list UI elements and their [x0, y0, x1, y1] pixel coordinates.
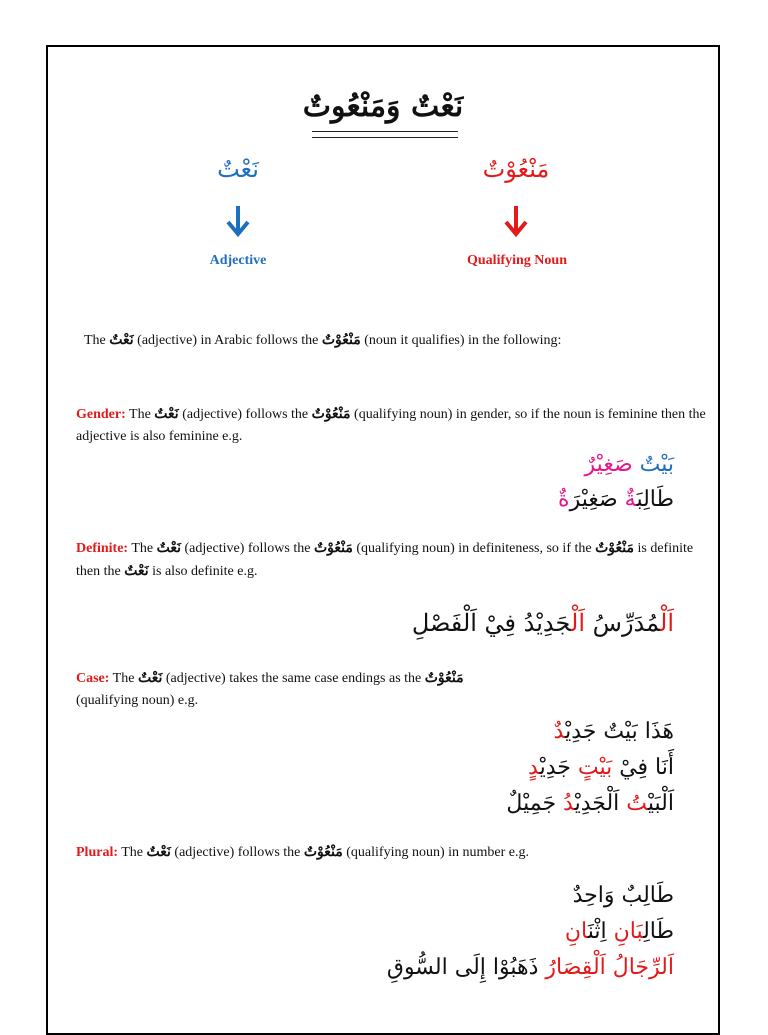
down-arrow-icon-red	[496, 202, 536, 242]
gender-paragraph: Gender: The نَعْتٌ (adjective) follows the مَنْعُوْتٌ (qualifying noun) in gender, so if the noun is feminine then the adjective is also feminine e.g.	[76, 406, 706, 444]
intro-paragraph: The نَعْتٌ (adjective) in Arabic follows the مَنْعُوْتٌ (noun it qualifies) in the following:	[84, 332, 562, 348]
definite-example: اَلْمُدَرِّسُ اَلْجَدِيْدُ فِيْ اَلْفَصْلِ	[411, 609, 674, 637]
plural-example-3: اَلرِّجَالُ اَلْقِصَارُ ذَهَبُوْا إِلَى السُّوقِ	[386, 955, 674, 980]
page-title: نَعْتٌ وَمَنْعُوتٌ	[302, 89, 464, 124]
case-example-1: هَذَا بَيْتٌ جَدِيْدٌ	[553, 719, 674, 744]
column-head-qualifying-noun: مَنْعُوْتٌ	[482, 155, 550, 183]
case-example-3: اَلْبَيْتُ اَلْجَدِيْدُ جَمِيْلٌ	[506, 791, 674, 816]
column-head-adjective: نَعْتٌ	[217, 155, 259, 183]
plural-example-1: طَالِبٌ وَاحِدٌ	[572, 883, 674, 908]
down-arrow-icon-blue	[218, 202, 258, 242]
gender-example-2: طَالِبَةٌ صَغِيْرَةٌ	[558, 487, 674, 512]
plural-paragraph: Plural: The نَعْتٌ (adjective) follows the مَنْعُوْتٌ (qualifying noun) in number e.g.	[76, 844, 530, 860]
case-example-2: أَنَا فِيْ بَيْتٍ جَدِيْدٍ	[528, 755, 674, 780]
document-page	[46, 45, 720, 1035]
label-qualifying-noun: Qualifying Noun	[467, 253, 567, 268]
title-double-underline	[312, 131, 458, 138]
definite-paragraph: Definite: The نَعْتٌ (adjective) follows the مَنْعُوْتٌ (qualifying noun) in definiteness, so if the مَنْعُوْتٌ is definite then the نَعْتٌ is also definite e.g.	[76, 540, 694, 579]
case-paragraph: Case: The نَعْتٌ (adjective) takes the same case endings as the مَنْعُوْتٌ (qualifying noun) e.g.	[76, 670, 464, 708]
label-adjective: Adjective	[209, 253, 267, 268]
plural-example-2: طَالِبَانِ اِثْنَانِ	[564, 919, 674, 944]
gender-example-1: بَيْتٌ صَغِيْرٌ	[584, 452, 674, 477]
